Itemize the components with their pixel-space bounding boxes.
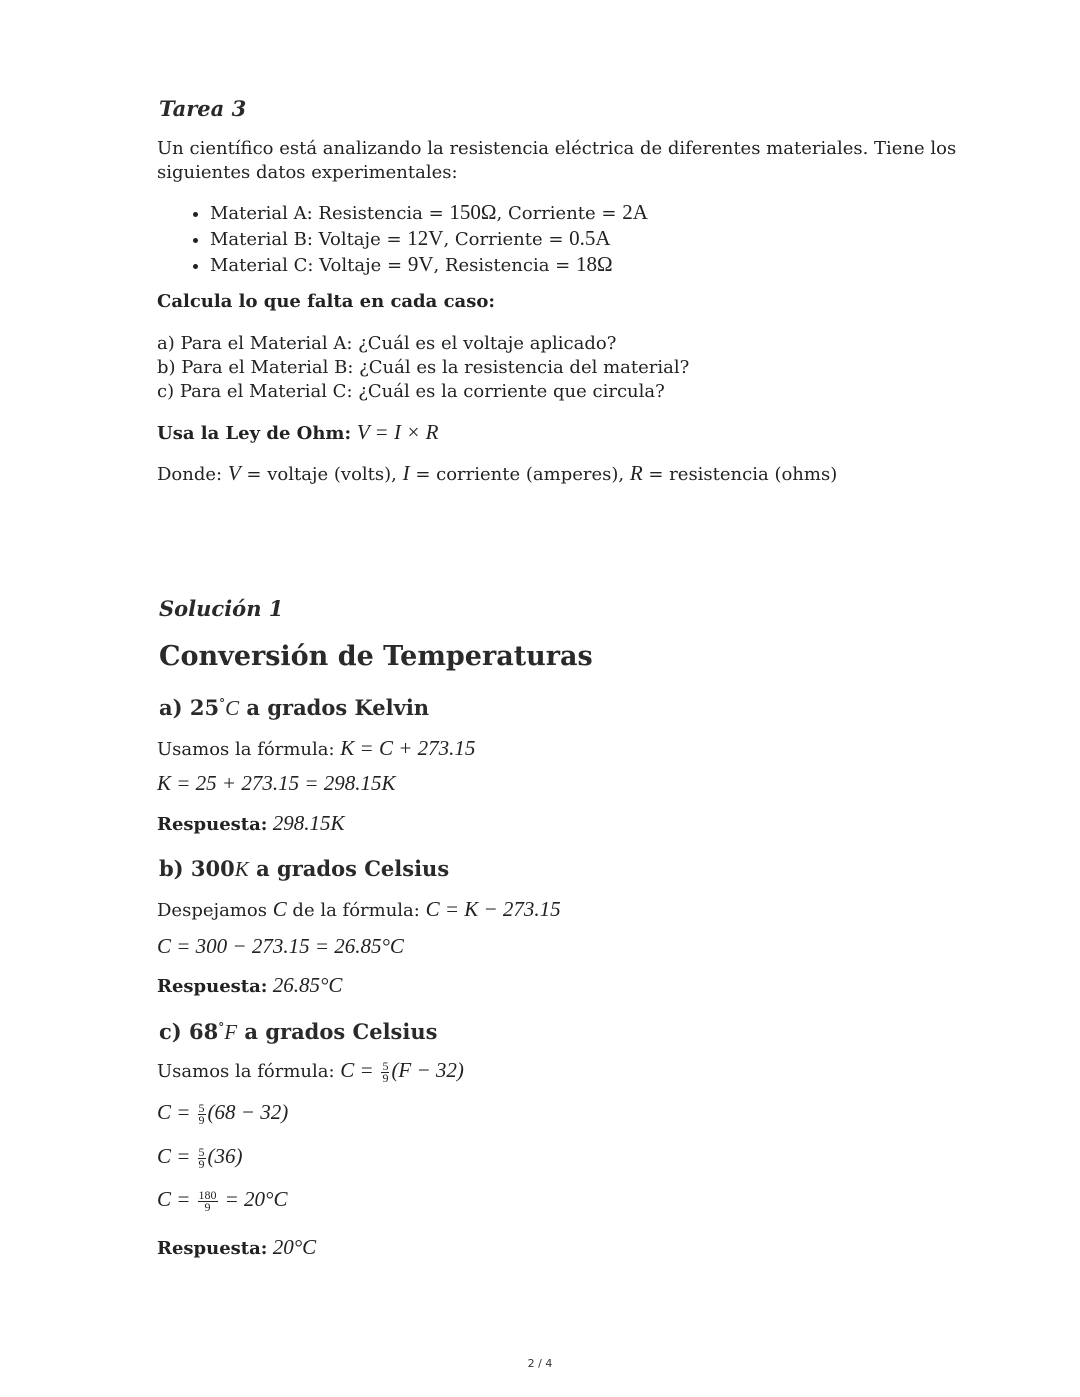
part-c-step-2: C = $\frac{5}{9}$ (36) bbox=[157, 1144, 243, 1171]
question-c: c) Para el Material C: ¿Cuál es la corriente que circula? bbox=[157, 381, 665, 402]
list-item: • Material A: Resistencia = 150Ω, Corriente = 2A bbox=[210, 200, 648, 226]
intro-line-1: Un científico está analizando la resistencia eléctrica de diferentes materiales. Tiene los bbox=[157, 138, 957, 159]
list-item: • Material B: Voltaje = 12V, Corriente = 0.5A bbox=[210, 226, 648, 252]
fraction: $\frac{5}{9}$ bbox=[382, 1058, 389, 1085]
donde-line: Donde: V = voltaje (volts), I = corriente (amperes), R = resistencia (ohms) bbox=[157, 461, 838, 485]
materials-list bbox=[183, 200, 648, 278]
part-a-answer: Respuesta: 298.15K bbox=[157, 811, 345, 835]
question-a: a) Para el Material A: ¿Cuál es el voltaje aplicado? bbox=[157, 333, 617, 354]
list-item: • Material C: Voltaje = 9V, Resistencia = 18Ω bbox=[210, 252, 648, 278]
fraction: $\frac{5}{9}$ bbox=[198, 1101, 205, 1127]
part-b-heading: b) 300K a grados Celsius bbox=[159, 856, 450, 881]
part-c-answer: Respuesta: 20°C bbox=[157, 1235, 317, 1259]
part-b-formula: Despejamos C de la fórmula: C = K − 273.15 bbox=[157, 897, 561, 921]
ohm-law: Usa la Ley de Ohm: V = I × R bbox=[157, 420, 439, 444]
part-c-step-1: C = $\frac{5}{9}$ (68 − 32) bbox=[157, 1100, 289, 1127]
solucion-title: Conversión de Temperaturas bbox=[159, 641, 593, 672]
part-c-heading: c) 68°F a grados Celsius bbox=[159, 1019, 438, 1044]
page-number: 2 / 4 bbox=[527, 1357, 553, 1370]
part-a-calc: K = 25 + 273.15 = 298.15K bbox=[157, 771, 396, 795]
question-b: b) Para el Material B: ¿Cuál es la resistencia del material? bbox=[157, 357, 690, 378]
part-a-heading: a) 25°C a grados Kelvin bbox=[159, 695, 430, 720]
calcula-label: Calcula lo que falta en cada caso: bbox=[157, 291, 495, 312]
fraction: $\frac{180}{9}$ bbox=[198, 1188, 217, 1214]
intro-line-2: siguientes datos experimentales: bbox=[157, 162, 458, 183]
tarea-heading: Tarea 3 bbox=[159, 96, 247, 121]
part-a-formula: Usamos la fórmula: K = C + 273.15 bbox=[157, 736, 476, 760]
part-c-formula: Usamos la fórmula: C = $\frac{5}{9}$ (F − 32) bbox=[157, 1058, 464, 1085]
part-b-calc: C = 300 − 273.15 = 26.85°C bbox=[157, 934, 404, 958]
part-c-step-3: C = $\frac{180}{9}$ = 20°C bbox=[157, 1187, 288, 1214]
part-b-answer: Respuesta: 26.85°C bbox=[157, 973, 343, 997]
ohm-formula: V = I × R bbox=[356, 420, 439, 444]
solucion-heading: Solución 1 bbox=[159, 596, 284, 621]
fraction: $\frac{5}{9}$ bbox=[198, 1145, 205, 1171]
